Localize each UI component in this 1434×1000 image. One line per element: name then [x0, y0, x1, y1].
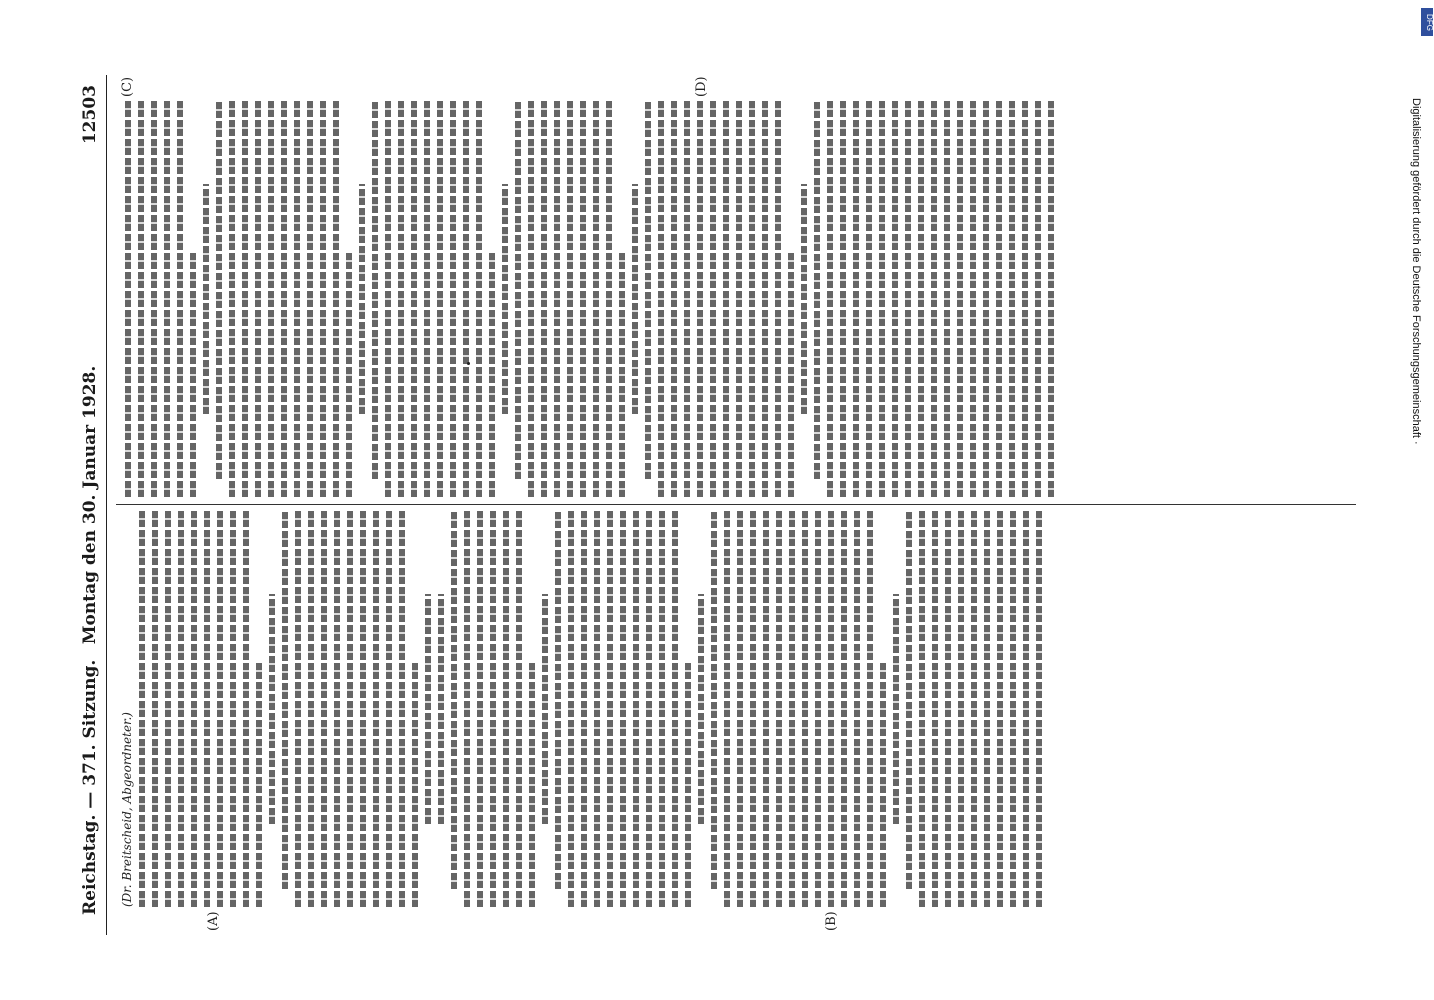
text-line [503, 511, 509, 907]
text-line [827, 101, 833, 497]
text-line [529, 661, 535, 907]
text-line [242, 101, 248, 497]
page-header [76, 75, 107, 935]
text-line [672, 511, 678, 907]
text-line [893, 594, 899, 824]
text-line [542, 594, 548, 824]
text-line [321, 511, 327, 907]
text-line [360, 511, 366, 907]
text-line [320, 101, 326, 497]
text-line [372, 101, 378, 479]
text-line [295, 511, 301, 907]
text-line [359, 184, 365, 414]
text-line [867, 511, 873, 907]
text-line [216, 101, 222, 479]
text-line [204, 511, 210, 907]
text-line [957, 101, 963, 497]
column-divider [116, 504, 1356, 505]
text-line [399, 511, 405, 907]
text-line [607, 511, 613, 907]
text-line [944, 101, 950, 497]
text-line [1023, 511, 1029, 907]
text-line [710, 101, 716, 497]
page-mark [467, 362, 470, 365]
text-line [1022, 101, 1028, 497]
text-line [203, 184, 209, 414]
text-line [593, 101, 599, 497]
text-line [970, 101, 976, 497]
text-line [438, 594, 444, 824]
text-line [386, 511, 392, 907]
text-line [945, 511, 951, 907]
text-line [125, 101, 131, 497]
text-line [645, 101, 651, 479]
text-line [632, 184, 638, 414]
text-line [984, 511, 990, 907]
text-line [958, 511, 964, 907]
text-line [659, 511, 665, 907]
text-line [892, 101, 898, 497]
text-column-right [120, 101, 1350, 497]
text-line [840, 101, 846, 497]
text-line [177, 101, 183, 497]
text-line [152, 511, 158, 907]
credit-text: Digitalisierung gefördert durch die Deutsche Forschungsgemeinschaft · [1410, 98, 1422, 445]
margin-mark-d: (D) [694, 76, 709, 97]
text-line [698, 594, 704, 824]
text-line [256, 661, 262, 907]
text-line [489, 251, 495, 497]
text-line [918, 101, 924, 497]
text-line [1048, 101, 1054, 497]
text-line [373, 511, 379, 907]
digitization-credit [1402, 8, 1430, 1000]
text-line [1009, 101, 1015, 497]
text-line [178, 511, 184, 907]
text-line [931, 101, 937, 497]
text-line [346, 251, 352, 497]
text-line [594, 511, 600, 907]
text-line [476, 101, 482, 497]
text-line [424, 101, 430, 497]
text-line [906, 511, 912, 889]
text-line [138, 101, 144, 497]
margin-mark-b: (B) [824, 911, 839, 931]
text-line [684, 101, 690, 497]
body-text-right [125, 101, 1054, 497]
text-line [164, 101, 170, 497]
text-line [437, 101, 443, 497]
text-line [996, 101, 1002, 497]
text-line [1010, 511, 1016, 907]
text-line [139, 511, 145, 907]
text-line [502, 184, 508, 414]
text-line [334, 511, 340, 907]
text-line [217, 511, 223, 907]
text-line [750, 511, 756, 907]
text-line [268, 101, 274, 497]
text-line [477, 511, 483, 907]
text-line [853, 101, 859, 497]
text-line [1035, 101, 1041, 497]
dfg-logo-text: DFG [1424, 14, 1434, 31]
text-line [854, 511, 860, 907]
text-line [151, 101, 157, 497]
text-line [658, 101, 664, 497]
text-line [866, 101, 872, 497]
text-line [515, 101, 521, 479]
header-center: Montag den 30. Januar 1928. [80, 365, 100, 645]
speaker-note: (Dr. Breitscheid, Abgeordneter.) [120, 712, 134, 907]
text-line [828, 511, 834, 907]
text-line [723, 101, 729, 497]
text-line [243, 511, 249, 907]
text-line [971, 511, 977, 907]
dfg-logo [1421, 8, 1433, 36]
text-line [554, 101, 560, 497]
text-line [555, 511, 561, 889]
text-line [736, 101, 742, 497]
text-line [685, 661, 691, 907]
text-line [814, 101, 820, 479]
text-line [463, 101, 469, 497]
text-line [711, 511, 717, 889]
text-line [294, 101, 300, 497]
text-line [282, 511, 288, 889]
text-line [412, 661, 418, 907]
text-line [697, 101, 703, 497]
text-line [528, 101, 534, 497]
text-line [385, 101, 391, 497]
text-line [737, 511, 743, 907]
text-line [1036, 511, 1042, 907]
text-line [983, 101, 989, 497]
text-line [190, 251, 196, 497]
text-line [347, 511, 353, 907]
text-line [620, 511, 626, 907]
text-line [165, 511, 171, 907]
text-line [230, 511, 236, 907]
text-line [646, 511, 652, 907]
text-line [450, 101, 456, 497]
text-line [425, 594, 431, 824]
body-text-left [139, 511, 1042, 907]
header-left: Reichstag. — 371. Sitzung. [80, 659, 100, 915]
text-line [802, 511, 808, 907]
text-line [997, 511, 1003, 907]
text-line [880, 661, 886, 907]
text-line [763, 511, 769, 907]
text-line [308, 511, 314, 907]
text-line [815, 511, 821, 907]
text-line [619, 251, 625, 497]
text-line [568, 511, 574, 907]
text-line [411, 101, 417, 497]
text-line [333, 101, 339, 497]
text-line [762, 101, 768, 497]
text-line [398, 101, 404, 497]
text-line [307, 101, 313, 497]
scanned-page [76, 75, 1364, 935]
text-line [749, 101, 755, 497]
text-line [879, 101, 885, 497]
text-line [801, 184, 807, 414]
text-line [724, 511, 730, 907]
text-line [451, 511, 457, 889]
margin-mark-a: (A) [206, 911, 221, 931]
text-line [776, 511, 782, 907]
text-line [581, 511, 587, 907]
text-line [541, 101, 547, 497]
text-line [255, 101, 261, 497]
page-number: 12503 [80, 85, 100, 145]
text-line [671, 101, 677, 497]
text-line [789, 511, 795, 907]
text-line [775, 101, 781, 497]
text-line [191, 511, 197, 907]
text-column-left [120, 511, 1350, 907]
text-line [919, 511, 925, 907]
text-line [490, 511, 496, 907]
text-line [464, 511, 470, 907]
text-line [516, 511, 522, 907]
text-line [229, 101, 235, 497]
margin-mark-c: (C) [120, 76, 135, 97]
rotated-page-content [76, 75, 1364, 935]
text-line [932, 511, 938, 907]
text-line [281, 101, 287, 497]
text-line [788, 251, 794, 497]
text-line [606, 101, 612, 497]
text-line [633, 511, 639, 907]
text-line [269, 594, 275, 824]
text-line [580, 101, 586, 497]
text-line [567, 101, 573, 497]
text-line [905, 101, 911, 497]
text-line [841, 511, 847, 907]
